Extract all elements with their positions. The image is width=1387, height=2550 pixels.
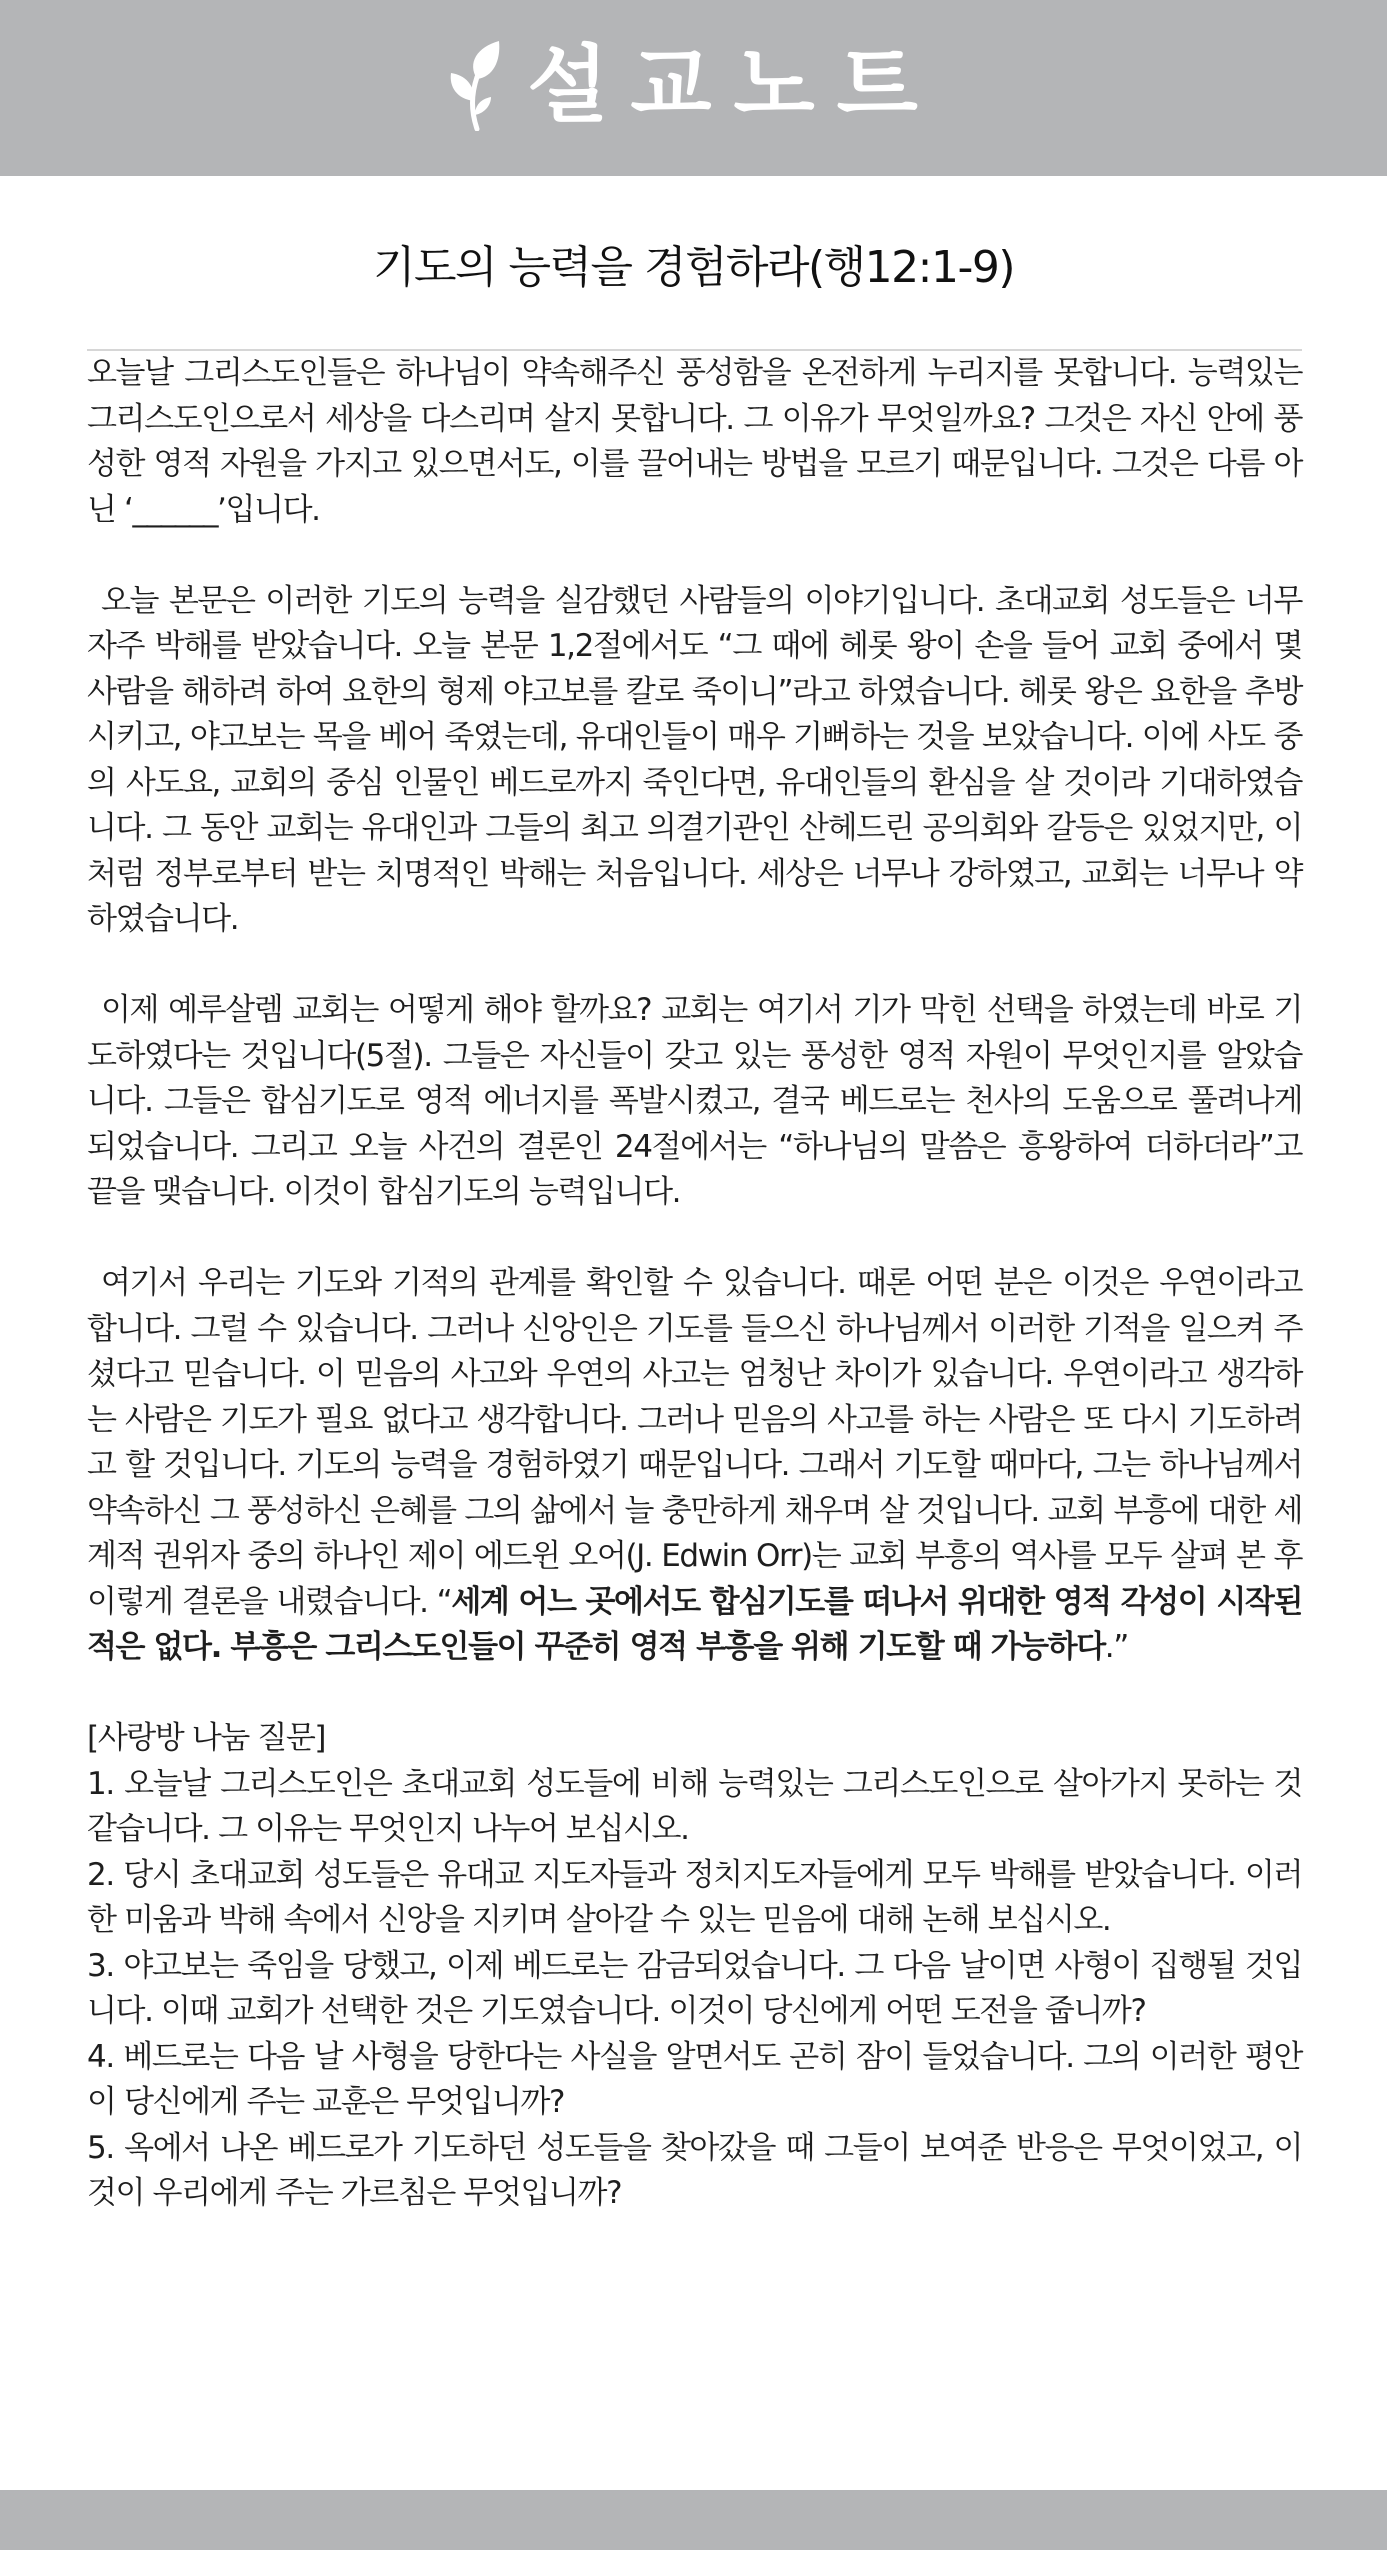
paragraph-spacer — [87, 943, 1302, 989]
question-2: 2. 당시 초대교회 성도들은 유대교 지도자들과 정치지도자들에게 모두 박해를 받았습니다. 이러한 미움과 박해 속에서 신앙을 지키며 살아갈 수 있는 믿음에 대해 논해 보십시오. — [87, 1856, 1302, 1938]
leaf-sprout-icon — [447, 39, 505, 131]
questions-heading: [사랑방 나눔 질문] — [87, 1720, 326, 1756]
footer-band — [0, 2490, 1387, 2550]
paragraph-3: 이제 예루살렘 교회는 어떻게 해야 할까요? 교회는 여기서 기가 막힌 선택을 하였는데 바로 기도하였다는 것입니다(5절). 그들은 자신들이 갖고 있는 풍성한 영적 자원이 무엇인지를 알았습니다. 그들은 합심기도로 영적 에너지를 폭발시켰고, 결국 베드로는 천사의 도움으로 풀려나게 되었습니다. 그리고 오늘 사건의 결론인 24절에서는 “하나님의 말씀은 흥왕하여 더하더라”고 끝을 맺습니다. 이것이 합심기도의 능력입니다. — [87, 992, 1302, 1210]
paragraph-2: 오늘 본문은 이러한 기도의 능력을 실감했던 사람들의 이야기입니다. 초대교회 성도들은 너무 자주 박해를 받았습니다. 오늘 본문 1,2절에서도 “그 때에 헤롯 왕이 손을 들어 교회 중에서 몇 사람을 해하려 하여 요한의 형제 야고보를 칼로 죽이니”라고 하였습니다. 헤롯 왕은 요한을 추방시키고, 야고보는 목을 베어 죽였는데, 유대인들이 매우 기뻐하는 것을 보았습니다. 이에 사도 중의 사도요, 교회의 중심 인물인 베드로까지 죽인다면, 유대인들의 환심을 살 것이라 기대하였습니다. 그 동안 교회는 유대인과 그들의 최고 의결기관인 산헤드린 공의회와 갈등은 있었지만, 이처럼 정부로부터 받는 치명적인 박해는 처음입니다. 세상은 너무나 강하였고, 교회는 너무나 약하였습니다. — [87, 582, 1302, 937]
paragraph-4 — [87, 1261, 1302, 1671]
paragraph-spacer — [87, 1216, 1302, 1262]
paragraph-4-text: 여기서 우리는 기도와 기적의 관계를 확인할 수 있습니다. 때론 어떤 분은 이것은 우연이라고 합니다. 그럴 수 있습니다. 그러나 신앙인은 기도를 들으신 하나님께서 이러한 기적을 일으켜 주셨다고 믿습니다. 이 믿음의 사고와 우연의 사고는 엄청난 차이가 있습니다. 우연이라고 생각하는 사람은 기도가 필요 없다고 생각합니다. 그러나 믿음의 사고를 하는 사람은 또 다시 기도하려고 할 것입니다. 기도의 능력을 경험하였기 때문입니다. 그래서 기도할 때마다, 그는 하나님께서 약속하신 그 풍성하신 은혜를 그의 삶에서 늘 충만하게 채우며 살 것입니다. 교회 부흥에 대한 세계적 권위자 중의 하나인 제이 에드윈 오어(J. Edwin Orr)는 교회 부흥의 역사를 모두 살펴 본 후 이렇게 결론을 내렸습니다. — [87, 1265, 1302, 1620]
paragraph-spacer — [87, 533, 1302, 579]
header-title: 설교노트 — [527, 36, 940, 134]
quote-close: .” — [1104, 1629, 1128, 1665]
sermon-body — [87, 351, 1302, 2217]
paragraph-spacer — [87, 1671, 1302, 1717]
question-3: 3. 야고보는 죽임을 당했고, 이제 베드로는 감금되었습니다. 그 다음 날이면 사형이 집행될 것입니다. 이때 교회가 선택한 것은 기도였습니다. 이것이 당신에게 어떤 도전을 줍니까? — [87, 1947, 1302, 2029]
orr-quote: 세계 어느 곳에서도 합심기도를 떠나서 위대한 영적 각성이 시작된 적은 없다. 부흥은 그리스도인들이 꾸준히 영적 부흥을 위해 기도할 때 가능하다 — [87, 1583, 1302, 1665]
sermon-title: 기도의 능력을 경험하라(행12:1-9) — [372, 242, 1015, 293]
question-4: 4. 베드로는 다음 날 사형을 당한다는 사실을 알면서도 곤히 잠이 들었습니다. 그의 이러한 평안이 당신에게 주는 교훈은 무엇입니까? — [87, 2038, 1302, 2120]
header-logo — [447, 36, 940, 134]
header-band — [0, 0, 1387, 176]
question-5: 5. 옥에서 나온 베드로가 기도하던 성도들을 찾아갔을 때 그들이 보여준 반응은 무엇이었고, 이것이 우리에게 주는 가르침은 무엇입니까? — [87, 2129, 1302, 2211]
paragraph-1: 오늘날 그리스도인들은 하나님이 약속해주신 풍성함을 온전하게 누리지를 못합니다. 능력있는 그리스도인으로서 세상을 다스리며 살지 못합니다. 그 이유가 무엇일까요? 그것은 자신 안에 풍성한 영적 자원을 가지고 있으면서도, 이를 끌어내는 방법을 모르기 때문입니다. 그것은 다름 아닌 ‘______’입니다. — [87, 355, 1302, 528]
quote-open: “ — [436, 1583, 452, 1620]
question-1: 1. 오늘날 그리스도인은 초대교회 성도들에 비해 능력있는 그리스도인으로 살아가지 못하는 것 같습니다. 그 이유는 무엇인지 나누어 보십시오. — [87, 1765, 1302, 1847]
